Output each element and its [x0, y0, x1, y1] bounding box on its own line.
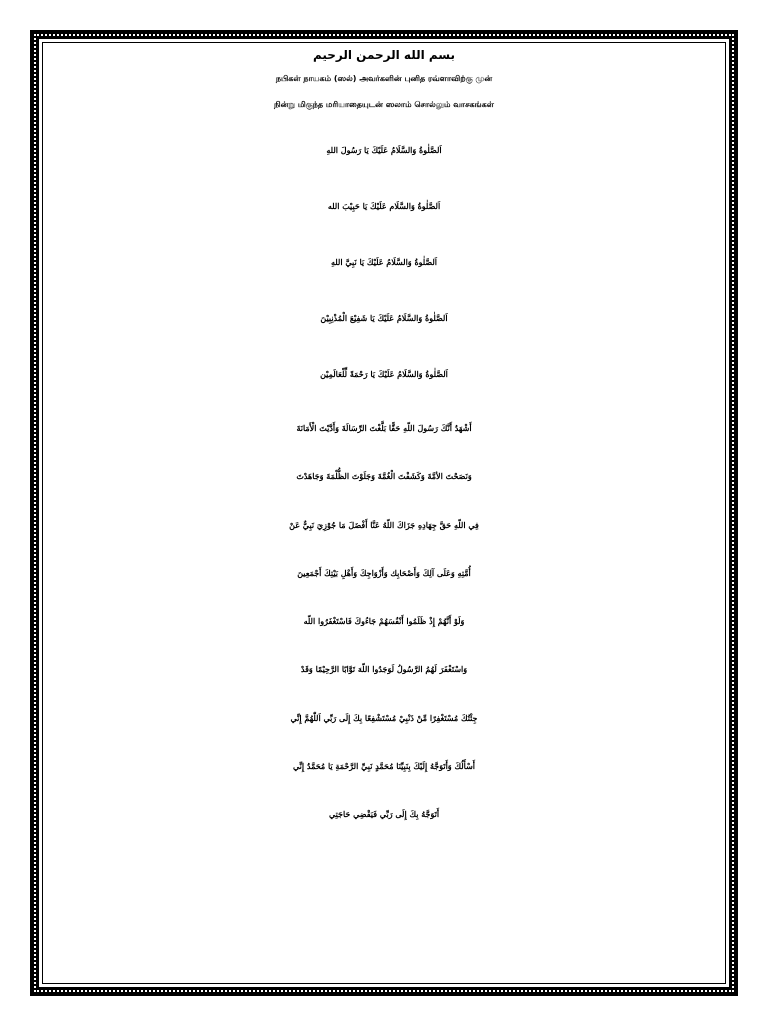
salawat-line: اَلصَّلٰوةُ وَالسَّلَام عَلَيْكَ يَا حَبِيْبَ الله: [327, 201, 441, 211]
dua-line: أُمَّتِهِ وَعَلَى آلِكَ وَأَصْحَابِك وَأَزْوَاجِكَ وَأَهْلِ بَيْتِكَ أَجْمَعِينَ: [297, 567, 471, 578]
dua-line: أَشْهَدُ أَنَّكَ رَسُولَ اللّهِ حَقًّا بَلَّغْتَ الرِّسَالَةَ وَأَدَّيْتَ الْأَمَانَةَ: [296, 423, 472, 433]
salawat-list: [48, 122, 720, 402]
dua-line: أَتَوَجَّهُ بِكَ إِلَى رَبِّي فَيَقْضِي حَاجَتِي: [328, 809, 440, 820]
document-content: [48, 44, 720, 839]
bismillah: بسم الله الرحمن الرحيم: [312, 48, 456, 62]
salawat-line: اَلصَّلٰوةُ وَالسَّلَامُ عَلَيْكَ يَا نَبِيَّ اللهِ: [330, 257, 438, 267]
dua-paragraph: [48, 404, 720, 839]
dua-line: وَلَوْ أَنَّهُمْ إِذْ ظَلَمُوا أَنْفُسَهُمْ جَاءُوكَ فَاسْتَغْفَرُوا اللّه: [303, 616, 465, 627]
tamil-heading-line: நபிகள் நாயகம் (ஸல்) அவர்களின் புனித ரவ்ளாவிற்கு முன்: [275, 74, 493, 83]
tamil-heading: [48, 66, 720, 118]
dua-line: أَسْأَلُكَ وَأَتَوَجَّهُ إِلَيْكَ بِنَبِيِّنَا مُحَمَّدٍ نَبِيِّ الرَّحْمَةِ يَا مُحَمَّدُ إِنِّي: [293, 761, 475, 772]
dua-line: فِي اللّهِ حَقَّ جِهَادِهِ جَزَاكَ اللّهُ عَنَّا أَفْضَلَ مَا جُوْزِيَ نَبِيٌّ عَنْ: [289, 519, 479, 530]
dua-line: جِئْتُكَ مُسْتَغْفِرًا مِّنْ ذَنْبِيْ مُسْتَشْفِعًا بِكَ إِلَى رَبِّي اَللّٰهُمَّ إِنِّي: [290, 712, 478, 723]
salawat-line: اَلصَّلٰوةُ وَالسَّلَامُ عَلَيْكَ يَا رَسُولَ اللهِ: [326, 145, 442, 155]
salawat-line: اَلصَّلٰوةُ وَالسَّلَامُ عَلَيْكَ يَا شَفِيْعَ الْمُذْنِبِيْنَ: [320, 313, 448, 323]
tamil-heading-line: நின்று மிகுந்த மரியாதையுடன் ஸலாம் சொல்லும் வாசகங்கள்: [273, 100, 494, 109]
salawat-line: اَلصَّلٰوةُ وَالسَّلَامُ عَلَيْكَ يَا رَحْمَةً لِّلْعَالَمِيْن: [320, 369, 448, 379]
dua-line: وَنَصَحْتَ الأمَّةَ وَكَشَفْتَ الْغُمَّةَ وَجَلَوْتَ الظُّلْمَةَ وَجَاهَدْتَ: [296, 471, 472, 482]
dua-line: وَاسْتَغْفَرَ لَهُمُ الرَّسُولُ لَوَجَدُوا اللّهَ تَوَّابًا الرَّحِيْمًا وَقَدْ: [300, 664, 468, 675]
